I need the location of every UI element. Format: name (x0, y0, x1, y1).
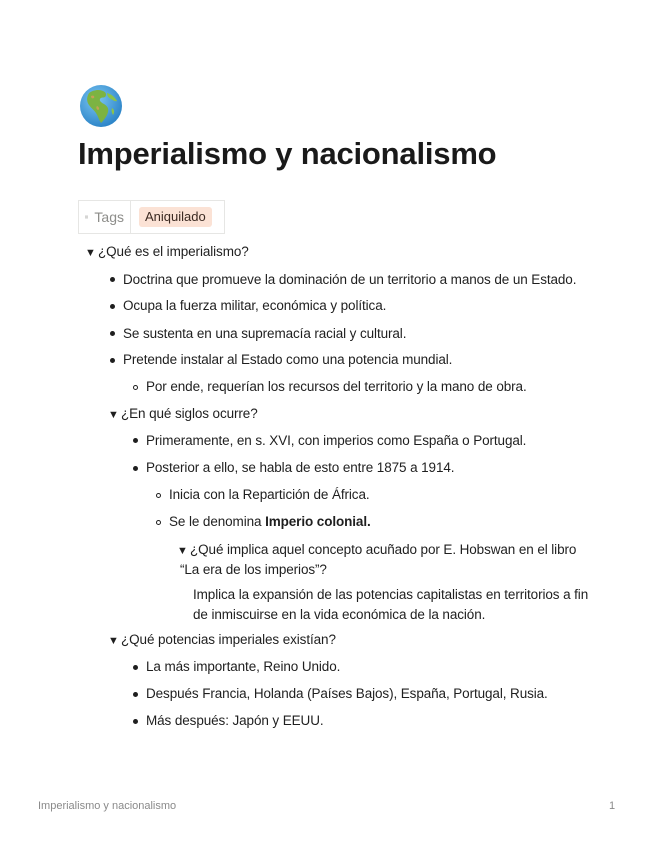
sub-list-item: Inicia con la Repartición de África. (169, 487, 370, 502)
toggle-heading-imperialismo[interactable]: ▼ ¿Qué es el imperialismo? (85, 242, 249, 263)
bullet-disc (133, 665, 138, 670)
tag-badge[interactable]: Aniquilado (139, 207, 212, 227)
bullet-disc (133, 438, 138, 443)
toggle-heading-hobswan[interactable]: ▼ ¿Qué implica aquel concepto acuñado por E. Hobswan en el libro (177, 540, 576, 561)
properties-row (78, 200, 225, 234)
sub-list-item: Se le denomina Imperio colonial. (169, 514, 371, 529)
bullet-circle (133, 385, 138, 390)
footer-title: Imperialismo y nacionalismo (38, 800, 177, 812)
toggle-heading-siglos[interactable]: ▼ ¿En qué siglos ocurre? (108, 404, 258, 425)
sub-list-item: Por ende, requerían los recursos del territorio y la mano de obra. (146, 379, 527, 394)
bullet-disc (110, 358, 115, 363)
bold-term: Imperio colonial. (265, 514, 371, 529)
tags-property-name[interactable] (79, 201, 131, 233)
list-item: Se sustenta en una supremacía racial y cultural. (123, 326, 407, 341)
toggle-heading-potencias[interactable]: ▼ ¿Qué potencias imperiales existían? (108, 630, 336, 651)
toggle-arrow-icon[interactable]: ▼ (108, 409, 119, 421)
list-item: Primeramente, en s. XVI, con imperios como España o Portugal. (146, 433, 527, 448)
list-item: Más después: Japón y EEUU. (146, 713, 324, 728)
bullet-disc (110, 277, 115, 282)
paragraph: Implica la expansión de las potencias capitalistas en territorios a fin (193, 587, 589, 602)
bullet-disc (133, 466, 138, 471)
list-icon (85, 212, 88, 222)
toggle-arrow-icon[interactable]: ▼ (108, 635, 119, 647)
list-item: La más importante, Reino Unido. (146, 659, 341, 674)
bullet-disc (133, 719, 138, 724)
footer-page-number: 1 (609, 800, 616, 812)
list-item: Doctrina que promueve la dominación de un territorio a manos de un Estado. (123, 272, 577, 287)
tags-property-value[interactable] (131, 201, 224, 233)
toggle-heading-continued: “La era de los imperios”? (180, 562, 327, 577)
bullet-disc (110, 304, 115, 309)
paragraph: de inmiscuirse en la vida económica de la nación. (193, 607, 486, 622)
toggle-arrow-icon[interactable]: ▼ (177, 545, 188, 557)
list-item: Posterior a ello, se habla de esto entre 1875 a 1914. (146, 460, 455, 475)
page-title: Imperialismo y nacionalismo (78, 136, 497, 171)
tags-label: Tags (94, 209, 124, 225)
bullet-circle (156, 520, 161, 525)
toggle-arrow-icon[interactable]: ▼ (85, 247, 96, 259)
bullet-disc (133, 692, 138, 697)
globe-africa-icon (79, 84, 123, 128)
list-item: Después Francia, Holanda (Países Bajos), España, Portugal, Rusia. (146, 686, 548, 701)
list-item: Pretende instalar al Estado como una potencia mundial. (123, 352, 453, 367)
bullet-circle (156, 493, 161, 498)
bullet-disc (110, 331, 115, 336)
list-item: Ocupa la fuerza militar, económica y política. (123, 298, 387, 313)
